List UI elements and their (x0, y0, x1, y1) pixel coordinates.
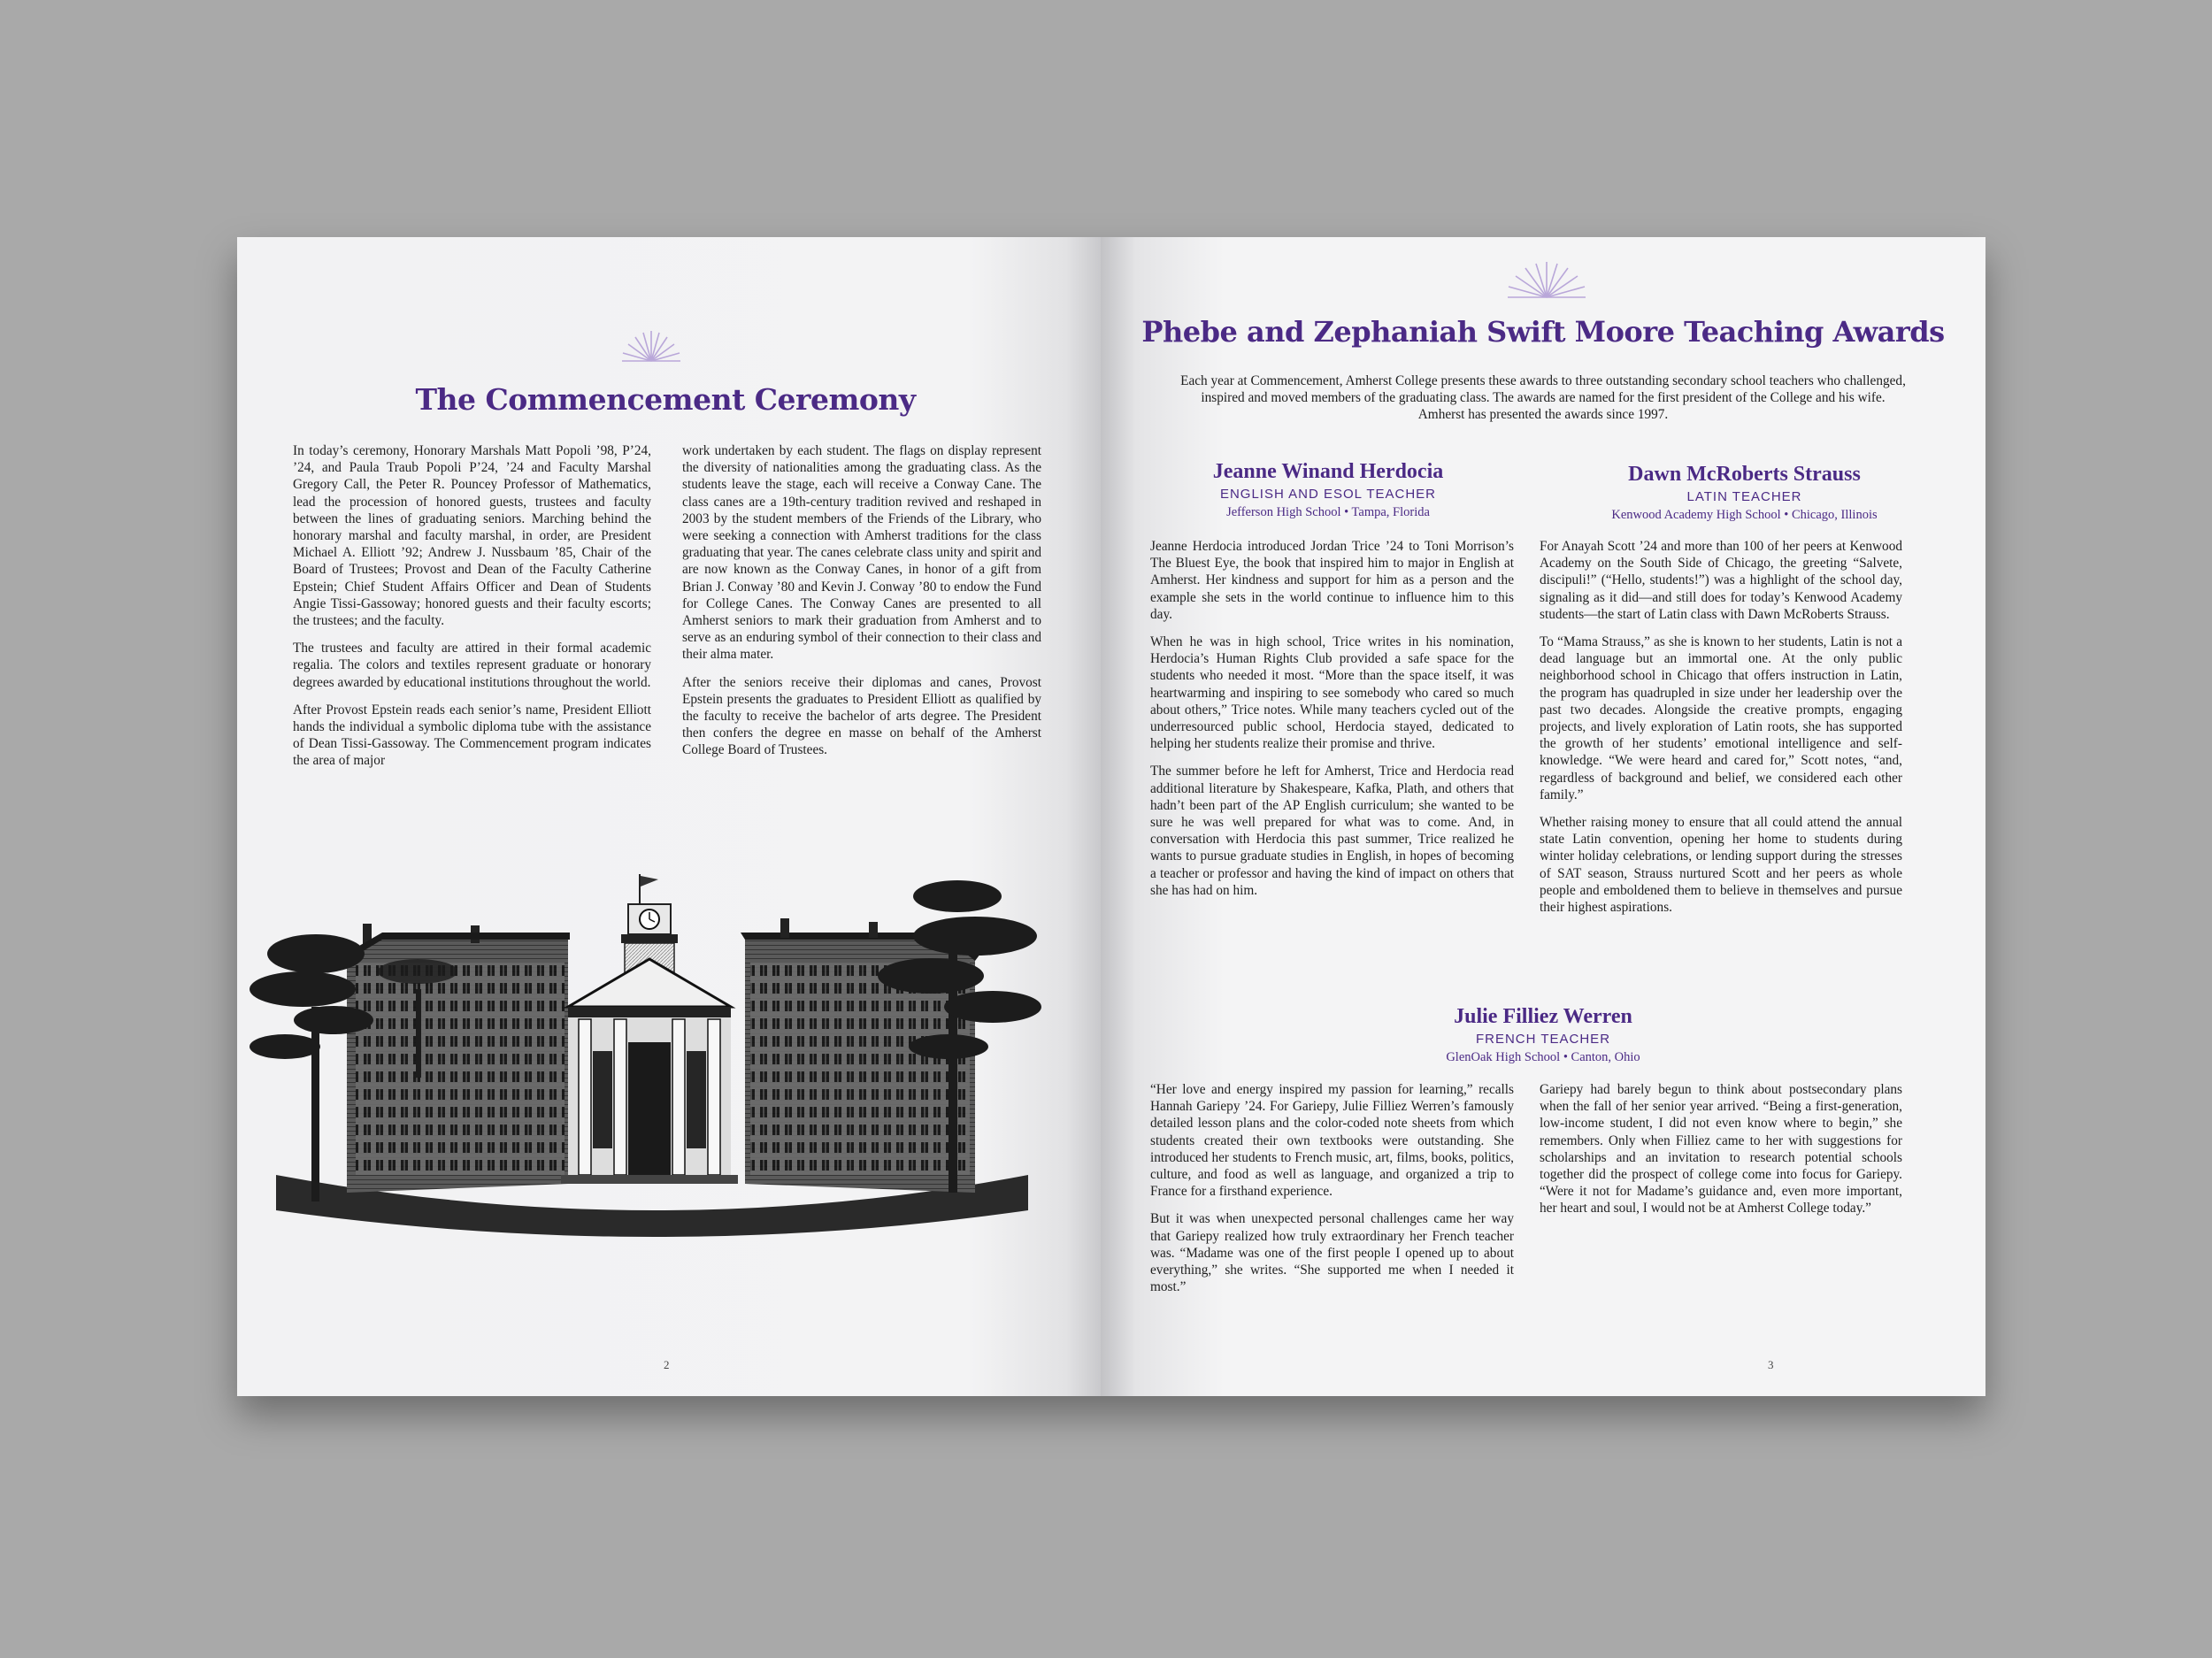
campus-buildings-illustration (250, 874, 1064, 1272)
herdocia-column (1150, 538, 1514, 910)
paragraph: After Provost Epstein reads each senior’s name, President Elliott hands the individual a symbolic diploma tube with the assistance of Dean Tissi-Gassoway. The Commencement program indicates the area of major (293, 702, 651, 769)
awardee-role: ENGLISH AND ESOL TEACHER (1219, 487, 1437, 502)
werren-column-1 (1150, 1081, 1514, 1306)
paragraph: After the seniors receive their diplomas and canes, Provost Epstein presents the graduates to President Elliott as qualified by the faculty to receive the bachelor of arts degree. The President then confers the degree en masse on behalf of the Amherst College Board of Trustees. (682, 674, 1041, 758)
magazine-spread (237, 237, 1985, 1396)
paragraph: “Her love and energy inspired my passion for learning,” recalls Hannah Gariepy ’24. For Gariepy, Julie Filliez Werren’s famously detailed lesson plans and the color-coded note sheets from which students created their own textbooks were outstanding. She introduced her students to French music, art, films, books, politics, culture, and food as well as language, and organized a trip to France for a firsthand experience. (1150, 1082, 1514, 1200)
awardee-role: LATIN TEACHER (1686, 489, 1802, 504)
paragraph: The summer before he left for Amherst, Trice and Herdocia read additional literature by Shakespeare, Kafka, Plath, and others that hadn’t been part of the AP English curriculum; she wanted to be sure he was well prepared for what was to come. And, in conversation with Herdocia this past summer, Trice realized he wants to pursue graduate studies in English, in hopes of becoming a teacher or professor and having the kind of impact on others that she has had on him. (1150, 764, 1514, 898)
paragraph: Jeanne Herdocia introduced Jordan Trice ’24 to Toni Morrison’s The Bluest Eye, the book that inspired him to major in English at Amherst. Her kindness and support for him as a person and the example she sets in the world continue to influence him to this day. (1150, 539, 1514, 622)
left-building (342, 924, 570, 1193)
text-column-1 (293, 442, 651, 780)
sunburst-ornament (620, 329, 682, 363)
awardee-school: Kenwood Academy High School • Chicago, Illinois (1611, 508, 1878, 522)
awardee-school: Jefferson High School • Tampa, Florida (1226, 505, 1430, 519)
left-page (237, 237, 1101, 1396)
intro-paragraph: Each year at Commencement, Amherst College presents these awards to three outstanding secondary school teachers who challenged, inspired and moved members of the graduating class. The awards are named for the first president of the College and his wife. Amherst has presented the awards since 1997. (1180, 373, 1906, 423)
strauss-column (1540, 538, 1902, 926)
paragraph: Whether raising money to ensure that all could attend the annual state Latin convention, opening her home to students during winter holiday celebrations, or lending support during the stresses of SAT season, Strauss nurtured Scott and her peers as whole people and emboldened them to believe in themselves and pursue their highest aspirations. (1540, 815, 1902, 916)
awardee-name: Jeanne Winand Herdocia (1212, 460, 1444, 483)
awardee-heading-herdocia (1138, 460, 1518, 520)
page-number: 2 (664, 1358, 670, 1371)
awardee-heading-strauss (1543, 463, 1946, 523)
paragraph: In today’s ceremony, Honorary Marshals Matt Popoli ’98, P’24, ’24, and Paula Traub Popoli P’24, ’24 and Faculty Marshal Gregory Call, the Peter R. Pouncey Professor of Mathematics, lead the procession of honored guests, trustees and faculty between the lines of graduating seniors. Marching behind the honorary marshal and faculty marshal, in order, are President Michael A. Elliott ’92; Andrew J. Nussbaum ’85, Chair of the Board of Trustees; Provost and Dean of the Faculty Catherine Epstein; Chief Student Affairs Officer and Dean of Students Angie Tissi-Gassoway; honored guests and their faculty escorts; the trustees; and the faculty. (293, 443, 651, 629)
sunburst-ornament (1506, 260, 1587, 299)
paragraph: Gariepy had barely begun to think about postsecondary plans when the fall of her senior year arrived. “Being a first-generation, low-income student, I did not even know where to begin,” she remembers. Only when Filliez came to her with suggestions for scholarships and an invitation to research potential schools together did the prospect of college come into focus for Gariepy. “Were it not for Madame’s guidance and, even more important, her heart and soul, I would not be at Amherst College today.” (1540, 1082, 1902, 1217)
page-number: 3 (1768, 1358, 1774, 1371)
paragraph: When he was in high school, Trice writes in his nomination, Herdocia’s Human Rights Club provided a safe space for the students who needed it most. “More than the space itself, it was heartwarming and inspiring to see somebody who cared so much about others,” Trice notes. While many teachers cycled out of the underresourced public school, Herdocia stayed, dedicated to helping her students realize their promise and thrive. (1150, 634, 1514, 752)
central-chapel (561, 874, 738, 1184)
page-title: Phebe and Zephaniah Swift Moore Teaching Awards (1141, 315, 1945, 349)
right-page (1101, 237, 1985, 1396)
awardee-role: FRENCH TEACHER (1475, 1032, 1611, 1047)
text-column-2 (682, 442, 1041, 770)
awardee-school: GlenOak High School • Canton, Ohio (1446, 1050, 1640, 1064)
awardee-name: Dawn McRoberts Strauss (1628, 463, 1861, 486)
paragraph: To “Mama Strauss,” as she is known to her students, Latin is not a dead language but an immortal one. At the only public neighborhood school in Chicago that offers instruction in Latin, the program has quadrupled in size under her leadership over the past two decades. Alongside the creative prompts, engaging projects, and lively exploration of Latin roots, she has supported the growth of her students’ emotional intelligence and self-knowledge. “We were heard and cared for,” Scott notes, “and, regardless of background and belief, we considered each other family.” (1540, 634, 1902, 802)
page-title: The Commencement Ceremony (415, 382, 916, 417)
werren-column-2 (1540, 1081, 1902, 1228)
paragraph: But it was when unexpected personal challenges came her way that Gariepy realized how truly extraordinary her French teacher was. “Madame was one of the first people I opened up to about everything,” she writes. “She supported me when I needed it most.” (1150, 1211, 1514, 1295)
awardee-name: Julie Filliez Werren (1454, 1005, 1632, 1028)
paragraph: The trustees and faculty are attired in their formal academic regalia. The colors and textiles represent graduate or honorary degrees awarded by educational institutions throughout the world. (293, 641, 651, 690)
awardee-heading-werren (1304, 1005, 1782, 1065)
paragraph: For Anayah Scott ’24 and more than 100 of her peers at Kenwood Academy on the South Side of Chicago, the greeting “Salvete, discipuli!” (“Hello, students!”) was a highlight of the school day, signaling as it did—and still does for today’s Kenwood Academy students—the start of Latin class with Dawn McRoberts Strauss. (1540, 539, 1902, 622)
paragraph: work undertaken by each student. The flags on display represent the diversity of nationalities among the graduating class. As the students leave the stage, each will receive a Conway Cane. The class canes are a 19th-century tradition revived and reshaped in 2003 by the student members of the Friends of the Library, who were seeking a connection with Amherst traditions for the class graduating that year. The canes celebrate class unity and spirit and are now known as the Conway Canes, in honor of a gift from Brian J. Conway ’80 and Kevin J. Conway ’80 to endow the Fund for College Canes. The Conway Canes are presented to all Amherst seniors to mark their graduation from Amherst and to serve as an enduring symbol of their connection to their class and their alma mater. (682, 443, 1041, 663)
